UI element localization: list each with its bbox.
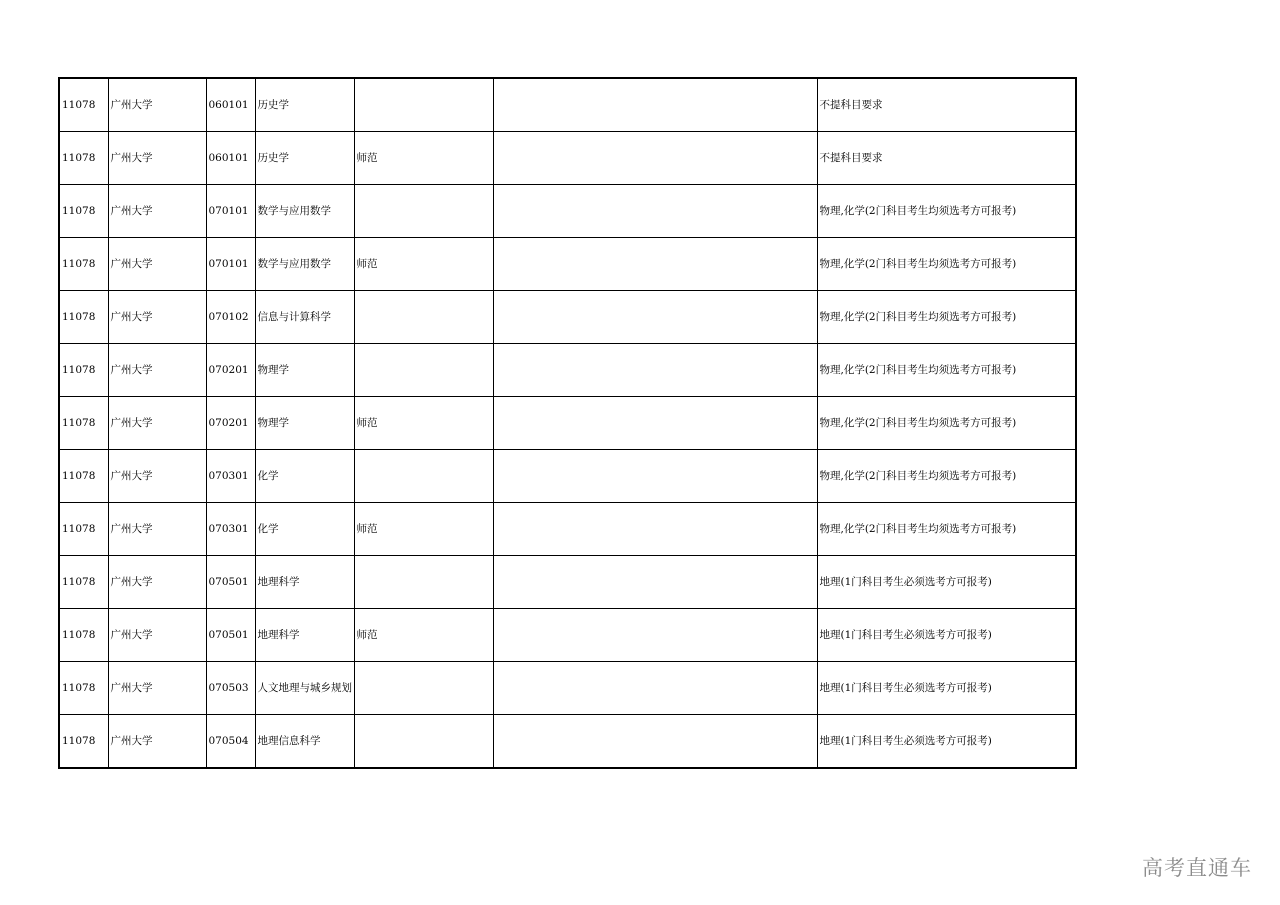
subject-requirement-cell: 物理,化学(2门科目考生均须选考方可报考) — [817, 238, 1076, 291]
blank-cell — [493, 609, 817, 662]
blank-cell — [493, 715, 817, 769]
school-name-cell: 广州大学 — [108, 556, 206, 609]
subject-requirement-cell: 物理,化学(2门科目考生均须选考方可报考) — [817, 503, 1076, 556]
school-name-cell: 广州大学 — [108, 450, 206, 503]
subject-requirement-cell: 地理(1门科目考生必须选考方可报考) — [817, 609, 1076, 662]
school-name-cell: 广州大学 — [108, 132, 206, 185]
remark-cell — [354, 450, 493, 503]
blank-cell — [493, 503, 817, 556]
remark-cell: 师范 — [354, 397, 493, 450]
table-row — [59, 132, 1076, 185]
major-name-cell: 历史学 — [255, 78, 354, 132]
blank-cell — [493, 397, 817, 450]
subject-requirement-cell: 地理(1门科目考生必须选考方可报考) — [817, 556, 1076, 609]
watermark-text: 高考直通车 — [1142, 856, 1252, 880]
subject-requirement-cell: 地理(1门科目考生必须选考方可报考) — [817, 662, 1076, 715]
major-code-cell: 070503 — [206, 662, 255, 715]
major-name-cell: 信息与计算科学 — [255, 291, 354, 344]
major-code-cell: 060101 — [206, 132, 255, 185]
blank-cell — [493, 78, 817, 132]
school-code-cell: 11078 — [59, 78, 108, 132]
school-name-cell: 广州大学 — [108, 397, 206, 450]
major-code-cell: 070101 — [206, 238, 255, 291]
table-row — [59, 78, 1076, 132]
major-code-cell: 070201 — [206, 344, 255, 397]
school-code-cell: 11078 — [59, 291, 108, 344]
school-code-cell: 11078 — [59, 238, 108, 291]
major-code-cell: 070201 — [206, 397, 255, 450]
school-code-cell: 11078 — [59, 185, 108, 238]
major-name-cell: 地理科学 — [255, 556, 354, 609]
school-name-cell: 广州大学 — [108, 291, 206, 344]
blank-cell — [493, 662, 817, 715]
major-name-cell: 数学与应用数学 — [255, 238, 354, 291]
subject-requirement-cell: 不提科目要求 — [817, 78, 1076, 132]
table-row — [59, 291, 1076, 344]
school-code-cell: 11078 — [59, 450, 108, 503]
remark-cell: 师范 — [354, 503, 493, 556]
remark-cell — [354, 78, 493, 132]
major-name-cell: 化学 — [255, 450, 354, 503]
major-name-cell: 历史学 — [255, 132, 354, 185]
remark-cell: 师范 — [354, 132, 493, 185]
school-code-cell: 11078 — [59, 609, 108, 662]
blank-cell — [493, 291, 817, 344]
major-code-cell: 070501 — [206, 556, 255, 609]
remark-cell — [354, 185, 493, 238]
remark-cell — [354, 344, 493, 397]
table-row — [59, 556, 1076, 609]
school-name-cell: 广州大学 — [108, 185, 206, 238]
table-row — [59, 450, 1076, 503]
table-body — [59, 78, 1076, 768]
table-row — [59, 715, 1076, 769]
school-name-cell: 广州大学 — [108, 715, 206, 769]
major-name-cell: 物理学 — [255, 397, 354, 450]
school-code-cell: 11078 — [59, 397, 108, 450]
subject-requirement-cell: 物理,化学(2门科目考生均须选考方可报考) — [817, 450, 1076, 503]
school-code-cell: 11078 — [59, 132, 108, 185]
major-code-cell: 060101 — [206, 78, 255, 132]
subject-requirement-cell: 物理,化学(2门科目考生均须选考方可报考) — [817, 291, 1076, 344]
blank-cell — [493, 556, 817, 609]
major-code-cell: 070501 — [206, 609, 255, 662]
remark-cell: 师范 — [354, 238, 493, 291]
subject-requirement-cell: 物理,化学(2门科目考生均须选考方可报考) — [817, 397, 1076, 450]
major-code-cell: 070301 — [206, 450, 255, 503]
table-row — [59, 503, 1076, 556]
major-name-cell: 物理学 — [255, 344, 354, 397]
school-name-cell: 广州大学 — [108, 78, 206, 132]
table-row — [59, 238, 1076, 291]
major-code-cell: 070301 — [206, 503, 255, 556]
subject-requirement-cell: 物理,化学(2门科目考生均须选考方可报考) — [817, 344, 1076, 397]
blank-cell — [493, 132, 817, 185]
major-name-cell: 数学与应用数学 — [255, 185, 354, 238]
school-code-cell: 11078 — [59, 662, 108, 715]
blank-cell — [493, 450, 817, 503]
major-name-cell: 化学 — [255, 503, 354, 556]
major-code-cell: 070102 — [206, 291, 255, 344]
major-code-cell: 070504 — [206, 715, 255, 769]
school-code-cell: 11078 — [59, 556, 108, 609]
school-code-cell: 11078 — [59, 503, 108, 556]
blank-cell — [493, 344, 817, 397]
blank-cell — [493, 185, 817, 238]
subject-requirements-table — [58, 77, 1077, 769]
major-name-cell: 地理信息科学 — [255, 715, 354, 769]
school-name-cell: 广州大学 — [108, 503, 206, 556]
table-row — [59, 609, 1076, 662]
remark-cell — [354, 662, 493, 715]
remark-cell — [354, 715, 493, 769]
school-code-cell: 11078 — [59, 715, 108, 769]
table-row — [59, 397, 1076, 450]
school-code-cell: 11078 — [59, 344, 108, 397]
major-code-cell: 070101 — [206, 185, 255, 238]
school-name-cell: 广州大学 — [108, 609, 206, 662]
subject-requirement-cell: 不提科目要求 — [817, 132, 1076, 185]
school-name-cell: 广州大学 — [108, 238, 206, 291]
blank-cell — [493, 238, 817, 291]
table-row — [59, 185, 1076, 238]
school-name-cell: 广州大学 — [108, 344, 206, 397]
remark-cell — [354, 556, 493, 609]
major-name-cell: 地理科学 — [255, 609, 354, 662]
remark-cell — [354, 291, 493, 344]
remark-cell: 师范 — [354, 609, 493, 662]
major-name-cell: 人文地理与城乡规划 — [255, 662, 354, 715]
table-row — [59, 344, 1076, 397]
table-row — [59, 662, 1076, 715]
subject-requirement-cell: 地理(1门科目考生必须选考方可报考) — [817, 715, 1076, 769]
subject-requirement-cell: 物理,化学(2门科目考生均须选考方可报考) — [817, 185, 1076, 238]
school-name-cell: 广州大学 — [108, 662, 206, 715]
